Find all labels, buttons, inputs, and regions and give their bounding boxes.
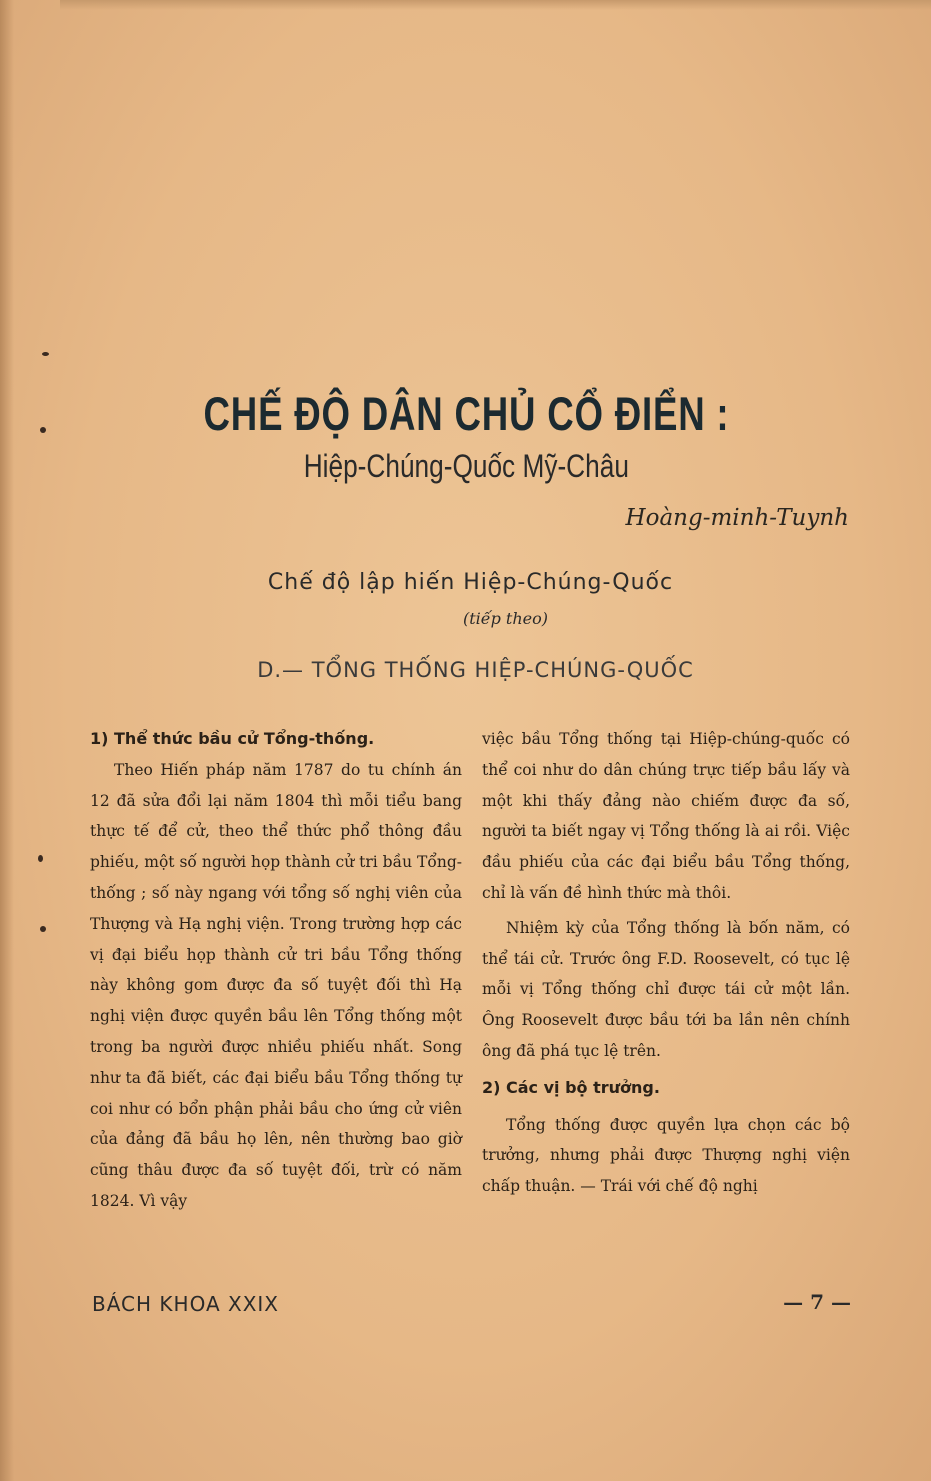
part-heading: D.— TỔNG THỐNG HIỆP-CHÚNG-QUỐC	[257, 658, 694, 682]
paragraph: Theo Hiến pháp năm 1787 do tu chính án 12 đã sửa đổi lại năm 1804 thì mỗi tiểu bang thực tế để cử, theo thể thức phổ thông đầu phiếu, một số người họp thành cử tri bầu Tổng-thống ; số này ngang với tổng số nghị viên của Thượng và Hạ nghị viện. Trong trường hợp các vị đại biểu họp thành cử tri bầu Tổng thống này không gom được đa số tuyệt đối thì Hạ nghị viện được quyền bầu lên Tổng thống một trong ba người được nhiều phiếu nhất. Song như ta đã biết, các đại biểu bầu Tổng thống tự coi như có bổn phận phải bầu cho ứng cử viên của đảng đã bầu họ lên, nên thường bao giờ cũng thâu được đa số tuyệt đối, trừ có năm 1824. Vì vậy	[90, 760, 462, 1210]
paper-speck	[40, 926, 46, 932]
paper-edge-top	[60, 0, 931, 10]
subheading-ministers: 2) Các vị bộ trưởng.	[482, 1077, 660, 1097]
author-signature: Hoàng-minh-Tuynh	[625, 505, 849, 531]
page-number: — 7 —	[783, 1290, 851, 1314]
magazine-name: BÁCH KHOA XXIX	[92, 1292, 279, 1316]
right-column	[482, 724, 850, 1202]
paper-speck	[42, 352, 49, 356]
section-note: (tiếp theo)	[462, 609, 549, 628]
subheading-election: 1) Thể thức bầu cử Tổng-thống.	[90, 729, 375, 748]
paper-edge-left	[0, 0, 14, 1481]
paper-speck	[38, 855, 43, 862]
paper-speck	[40, 427, 46, 433]
section-title: Chế độ lập hiến Hiệp-Chúng-Quốc	[267, 570, 674, 595]
paragraph: việc bầu Tổng thống tại Hiệp-chúng-quốc có thể coi như do dân chúng trực tiếp bầu lấy và một khi thấy đảng nào chiếm được đa số, người ta biết ngay vị Tổng thống là ai rồi. Việc đầu phiếu của các đại biểu bầu Tổng thống, chỉ là vấn đề hình thức mà thôi.	[482, 730, 850, 902]
article-subtitle: Hiệp-Chúng-Quốc Mỹ-Châu	[303, 448, 629, 484]
left-column	[90, 724, 462, 1217]
paragraph: Nhiệm kỳ của Tổng thống là bốn năm, có thể tái cử. Trước ông F.D. Roosevelt, có tục lệ mỗi vị Tổng thống chỉ được tái cử một lần. Ông Roosevelt được bầu tới ba lần nên chính ông đã phá tục lệ trên.	[482, 918, 850, 1060]
paragraph: Tổng thống được quyền lựa chọn các bộ trưởng, nhưng phải được Thượng nghị viện chấp thuận. — Trái với chế độ nghị	[482, 1115, 850, 1196]
article-title: CHẾ ĐỘ DÂN CHỦ CỔ ĐIỂN :	[203, 387, 730, 440]
